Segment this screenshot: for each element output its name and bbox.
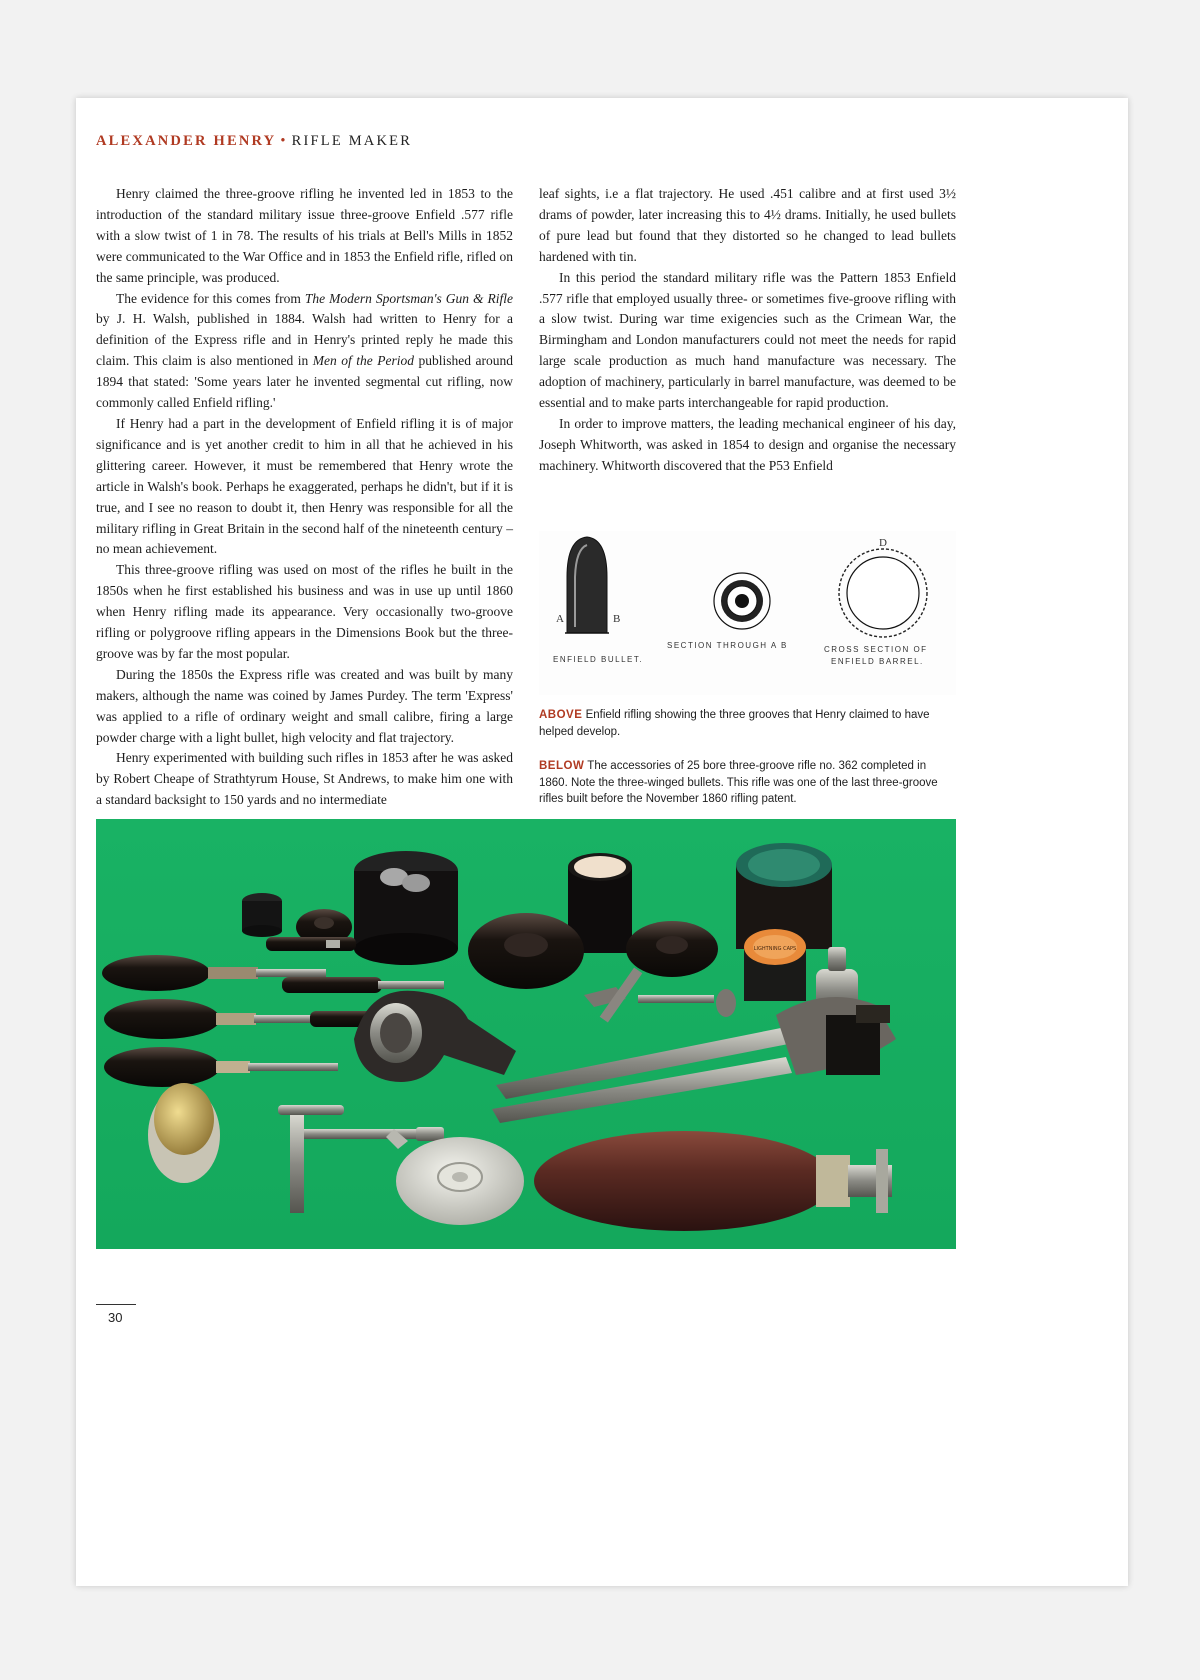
caption-key: BELOW xyxy=(539,760,585,772)
accessories-photo xyxy=(96,819,956,1249)
running-head-title: ALEXANDER HENRY xyxy=(96,133,277,149)
paragraph: This three-groove rifling was used on most of the rifles he built in the 1850s when he first established his business and was in use up until 1860 when Henry rifling made its appearance. Very occasionally two-groove rifling or polygroove rifling appears in the Dimensions Book but the three-groove was by far the most popular. xyxy=(96,562,513,661)
book-title: Men of the Period xyxy=(312,353,415,369)
folio-rule xyxy=(96,1304,136,1305)
caption-text: Enfield rifling showing the three grooves that Henry claimed to have helped develop. xyxy=(539,709,930,738)
paragraph: If Henry had a part in the development of Enfield rifling it is of major significance and is yet another credit to him in all that he achieved in his glittering career. However, it must be remembered that Henry wrote the article in Walsh's book. Perhaps he exaggerated, perhaps he didn't, but if it is true, and I see no reason to doubt it, then Henry was responsible for all the military rifling in Great Britain in the second half of the nineteenth century – no mean achievement. xyxy=(96,415,513,557)
caption-text: The accessories of 25 bore three-groove rifle no. 362 completed in 1860. Note the three-winged bullets. This rifle was one of the last three-groove rifles built before the November 1860 rifling patent. xyxy=(539,760,938,805)
running-head-separator: • xyxy=(280,133,288,149)
paragraph: leaf sights, i.e a flat trajectory. He used .451 calibre and at first used 3½ drams of powder, later increasing this to 4½ drams. Initially, he used bullets of pure lead but found that they distorted so he changed to lead bullets hardened with tin. xyxy=(539,186,956,264)
label-enfield-barrel: ENFIELD BARREL. xyxy=(831,657,924,666)
paragraph xyxy=(96,289,513,414)
running-head-subtitle: RIFLE MAKER xyxy=(291,133,413,149)
figure-letter-b: B xyxy=(613,613,621,625)
paragraph: Henry experimented with building such rifles in 1853 after he was asked by Robert Cheape of Strathtyrum House, St Andrews, to make him one with a standard backsight to 150 yards and no intermediate xyxy=(96,750,513,808)
enfield-rifling-figure xyxy=(539,531,956,695)
caption-below xyxy=(539,758,956,808)
figure-letter-d: D xyxy=(879,537,887,549)
text-run: published around 1894 that stated: 'Some years later he invented segmental cut rifling, now commonly called Enfield rifling.' xyxy=(96,353,513,411)
label-cross-section: CROSS SECTION OF xyxy=(824,645,928,654)
paragraph: Henry claimed the three-groove rifling he invented led in 1853 to the introduction of the standard military issue three-groove Enfield .577 rifle with a slow twist of 1 in 78. The results of his trials at Bell's Mills in 1852 were communicated to the War Office and in 1853 the Enfield rifle, rifled on the same principle, was produced. xyxy=(96,186,513,285)
caption-above xyxy=(539,707,956,740)
page-number: 30 xyxy=(108,1310,123,1325)
tin-label: LIGHTNING CAPS xyxy=(753,946,797,952)
label-enfield-bullet: ENFIELD BULLET. xyxy=(553,655,644,664)
paragraph: During the 1850s the Express rifle was created and was built by many makers, although the name was coined by James Purdey. The term 'Express' was applied to a rifle of ordinary weight and small calibre, firing a large powder charge with a light bullet, high velocity and flat trajectory. xyxy=(96,666,513,745)
caption-key: ABOVE xyxy=(539,709,583,721)
running-head xyxy=(96,133,412,150)
rifling-illustration xyxy=(539,531,956,695)
right-text-column xyxy=(539,184,956,477)
accessories-photo-illustration xyxy=(96,819,956,1249)
figure-letter-a: A xyxy=(556,613,564,625)
left-text-column xyxy=(96,184,513,811)
book-title: The Modern Sportsman's Gun & Rifle xyxy=(304,290,514,306)
paragraph: In order to improve matters, the leading mechanical engineer of his day, Joseph Whitworth, was asked in 1854 to design and organise the necessary machinery. Whitworth discovered that the P53 Enfield xyxy=(539,415,956,473)
text-run: by J. H. Walsh, published in 1884. Walsh had written to Henry for a definition of the Express rifle and in Henry's printed reply he made this claim. This claim is also mentioned in xyxy=(96,311,513,369)
text-run: The evidence for this comes from xyxy=(116,290,305,306)
paragraph: In this period the standard military rifle was the Pattern 1853 Enfield .577 rifle that employed usually three- or sometimes five-groove rifling with a slow twist. During war time exigencies such as the Crimean War, the Birmingham and London manufacturers could not meet the needs for rapid large scale production as much hand manufacture was necessary. The adoption of machinery, particularly in barrel manufacture, was deemed to be essential and to make parts interchangeable for rapid production. xyxy=(539,269,956,411)
label-section-through: SECTION THROUGH A B xyxy=(667,641,788,650)
